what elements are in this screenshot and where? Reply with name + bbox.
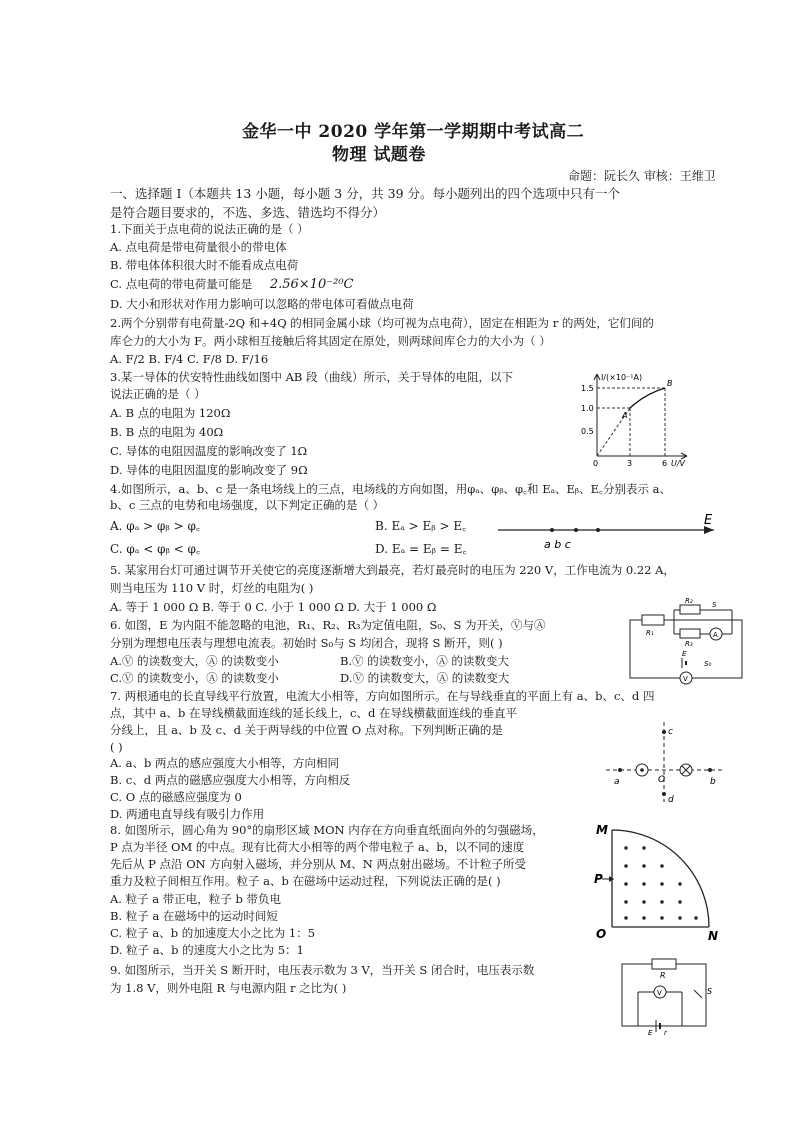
q3-option-c: C. 导体的电阻因温度的影响改变了 1Ω bbox=[110, 444, 308, 458]
q3-option-b: B. B 点的电阻为 40Ω bbox=[110, 425, 224, 439]
q1-stem: 1.下面关于点电荷的说法正确的是（ ） bbox=[110, 222, 309, 236]
q6-circuit-s: S bbox=[712, 601, 717, 609]
iv-graph-point-b: B bbox=[667, 379, 673, 388]
q3-line1: 3.某一导体的伏安特性曲线如图中 AB 段（曲线）所示，关于导体的电阻，以下 bbox=[110, 370, 514, 384]
q6-circuit-r2: R₂ bbox=[685, 598, 693, 605]
q8-label-p: P bbox=[594, 872, 603, 886]
q7-option-b: B. c、d 两点的磁感应强度大小相等，方向相反 bbox=[110, 773, 351, 787]
q8-line2: P 点为半径 OM 的中点。现有比荷大小相等的两个带电粒子 a、b，以不同的速度 bbox=[110, 840, 525, 854]
q5-options: A. 等于 1 000 Ω B. 等于 0 C. 小于 1 000 Ω D. 大于 1 000 Ω bbox=[110, 600, 437, 614]
exam-subtitle: 物理 试题卷 bbox=[332, 145, 426, 165]
q1-option-c-text: C. 点电荷的带电荷量可能是 bbox=[110, 277, 253, 291]
q8-sector-figure bbox=[592, 822, 732, 944]
q7-line2: 点，其中 a、b 在导线横截面连线的延长线上，c、d 在导线横截面连线的垂直平 bbox=[110, 706, 517, 720]
section-heading-line1: 一、选择题 I（本题共 13 小题，每小题 3 分，共 39 分。每小题列出的四个选项中只有一个 bbox=[110, 186, 621, 201]
iv-graph-xtick-3: 3 bbox=[627, 459, 633, 468]
q9-circuit-e: E bbox=[648, 1029, 653, 1035]
q2-options: A. F/2 B. F/4 C. F/8 D. F/16 bbox=[110, 352, 269, 366]
q9-circuit-internal-r: r bbox=[664, 1029, 667, 1035]
q6-circuit bbox=[622, 598, 752, 688]
q6-circuit-e: E bbox=[682, 650, 687, 658]
exam-title: 金华一中 2020 学年第一学期期中考试高二 bbox=[242, 122, 585, 142]
q9-line2: 为 1.8 V，则外电阻 R 与电源内阻 r 之比为( ) bbox=[110, 981, 347, 995]
q8-option-a: A. 粒子 a 带正电，粒子 b 带负电 bbox=[110, 892, 281, 906]
q6-circuit-voltmeter: V bbox=[683, 675, 688, 683]
iv-graph-point-a: A bbox=[622, 411, 628, 420]
q6-circuit-s0: S₀ bbox=[704, 660, 712, 668]
q8-option-d: D. 粒子 a、b 的速度大小之比为 5：1 bbox=[110, 943, 304, 957]
q8-option-c: C. 粒子 a、b 的加速度大小之比为 1：5 bbox=[110, 926, 316, 940]
field-line-label-e: E bbox=[704, 513, 713, 528]
q3-line2: 说法正确的是（ ） bbox=[110, 387, 206, 401]
q2-line1: 2.两个分别带有电荷量-2Q 和+4Q 的相同金属小球（均可视为点电荷），固定在相距为 r 的两处，它们间的 bbox=[110, 316, 654, 330]
q8-label-m: M bbox=[596, 823, 608, 837]
q6-option-a: A.Ⓥ 的读数变大，Ⓐ 的读数变小 bbox=[110, 654, 279, 668]
q7-point-b: b bbox=[710, 777, 716, 787]
iv-graph-xtick-0: 0 bbox=[593, 459, 599, 468]
iv-graph-ytick-1: 1.5 bbox=[581, 384, 594, 393]
q4-option-c: C. φₐ < φᵦ < φ꜀ bbox=[110, 542, 201, 556]
q6-line1: 6. 如图，E 为内阻不能忽略的电池，R₁、R₂、R₃为定值电阻，S₀、S 为开关，Ⓥ与Ⓐ bbox=[110, 618, 546, 632]
iv-graph-ytick-3: 0.5 bbox=[581, 427, 594, 436]
q1-option-c-value: 2.56×10⁻²⁰C bbox=[269, 277, 354, 292]
q4-line2: b、c 三点的电势和电场强度，以下判定正确的是（ ） bbox=[110, 498, 385, 512]
iv-graph-xlabel: U/V bbox=[671, 459, 686, 468]
q1-option-d: D. 大小和形状对作用力影响可以忽略的带电体可看做点电荷 bbox=[110, 297, 414, 311]
q7-point-o: O bbox=[658, 775, 666, 785]
q6-option-b: B.Ⓥ 的读数变小，Ⓐ 的读数变大 bbox=[340, 654, 509, 668]
q4-line1: 4.如图所示，a、b、c 是一条电场线上的三点，电场线的方向如图，用φₐ、φᵦ、φ꜀和 Eₐ、Eᵦ、E꜀分别表示 a、 bbox=[110, 482, 671, 496]
iv-graph bbox=[575, 368, 695, 468]
q7-option-a: A. a、b 两点的感应强度大小相等，方向相同 bbox=[110, 756, 339, 770]
q7-wires-figure bbox=[598, 716, 728, 806]
q6-option-d: D.Ⓥ 的读数变大，Ⓐ 的读数变大 bbox=[340, 671, 510, 685]
iv-graph-ylabel: I/(×10⁻¹A) bbox=[601, 373, 643, 382]
q7-point-d: d bbox=[668, 795, 674, 805]
q6-circuit-r3: R₃ bbox=[685, 640, 693, 648]
q7-line1: 7. 两根通电的长直导线平行放置，电流大小相等，方向如图所示。在与导线垂直的平面上有 a、b、c、d 四 bbox=[110, 689, 655, 703]
section-heading-line2: 是符合题目要求的，不选、多选、错选均不得分） bbox=[110, 205, 386, 220]
q6-line2: 分别为理想电压表与理想电流表。初始时 S₀与 S 均闭合，现将 S 断开，则( ) bbox=[110, 636, 503, 650]
author-line: 命题：阮长久 审核：王维卫 bbox=[568, 169, 716, 183]
q5-line2: 则当电压为 110 V 时，灯丝的电阻为( ) bbox=[110, 581, 314, 595]
q9-circuit-r: R bbox=[660, 971, 666, 980]
field-line-figure bbox=[494, 512, 724, 556]
q9-line1: 9. 如图所示，当开关 S 断开时，电压表示数为 3 V，当开关 S 闭合时，电压表示数 bbox=[110, 963, 535, 977]
q7-option-d: D. 两通电直导线有吸引力作用 bbox=[110, 807, 265, 821]
q8-label-o: O bbox=[596, 927, 607, 941]
iv-graph-ytick-2: 1.0 bbox=[581, 404, 594, 413]
q8-option-b: B. 粒子 a 在磁场中的运动时间短 bbox=[110, 909, 278, 923]
q3-option-a: A. B 点的电阻为 120Ω bbox=[110, 406, 231, 420]
iv-graph-xtick-6: 6 bbox=[662, 459, 668, 468]
q2-line2: 库仑力的大小为 F。两小球相互接触后将其固定在原处，则两球间库仑力的大小为（ ） bbox=[110, 334, 551, 348]
q9-circuit bbox=[608, 950, 718, 1035]
q4-option-d: D. Eₐ = Eᵦ = E꜀ bbox=[375, 542, 467, 556]
q7-line4: ( ) bbox=[110, 740, 123, 754]
q4-option-b: B. Eₐ > Eᵦ > E꜀ bbox=[375, 519, 467, 533]
q3-option-d: D. 导体的电阻因温度的影响改变了 9Ω bbox=[110, 463, 308, 477]
q6-circuit-ammeter: A bbox=[713, 631, 718, 639]
field-line-points: a b c bbox=[544, 538, 571, 551]
q1-option-c bbox=[110, 277, 353, 292]
q6-option-c: C.Ⓥ 的读数变小，Ⓐ 的读数变小 bbox=[110, 671, 279, 685]
q5-line1: 5. 某家用台灯可通过调节开关使它的亮度逐渐增大到最亮，若灯最亮时的电压为 220 V，工作电流为 0.22 A， bbox=[110, 563, 675, 577]
q1-option-a: A. 点电荷是带电荷量很小的带电体 bbox=[110, 240, 287, 254]
q7-option-c: C. O 点的磁感应强度为 0 bbox=[110, 790, 242, 804]
q8-line3: 先后从 P 点沿 ON 方向射入磁场，并分别从 M、N 两点射出磁场。不计粒子所受 bbox=[110, 857, 526, 871]
q9-circuit-s: S bbox=[707, 987, 713, 996]
q7-point-a: a bbox=[614, 777, 620, 787]
q9-circuit-voltmeter: V bbox=[657, 989, 662, 997]
q7-line3: 分线上，且 a、b 及 c、d 关于两导线的中位置 O 点对称。下列判断正确的是 bbox=[110, 723, 503, 737]
q4-option-a: A. φₐ > φᵦ > φ꜀ bbox=[110, 519, 201, 533]
q8-line4: 重力及粒子间相互作用。粒子 a、b 在磁场中运动过程，下列说法正确的是( ) bbox=[110, 874, 501, 888]
q1-option-b: B. 带电体体积很大时不能看成点电荷 bbox=[110, 258, 299, 272]
q8-line1: 8. 如图所示，圆心角为 90°的扇形区域 MON 内存在方向垂直纸面向外的匀强磁场， bbox=[110, 823, 544, 837]
q8-label-n: N bbox=[708, 929, 719, 943]
q7-point-c: c bbox=[668, 727, 673, 737]
q6-circuit-r1: R₁ bbox=[646, 629, 654, 637]
